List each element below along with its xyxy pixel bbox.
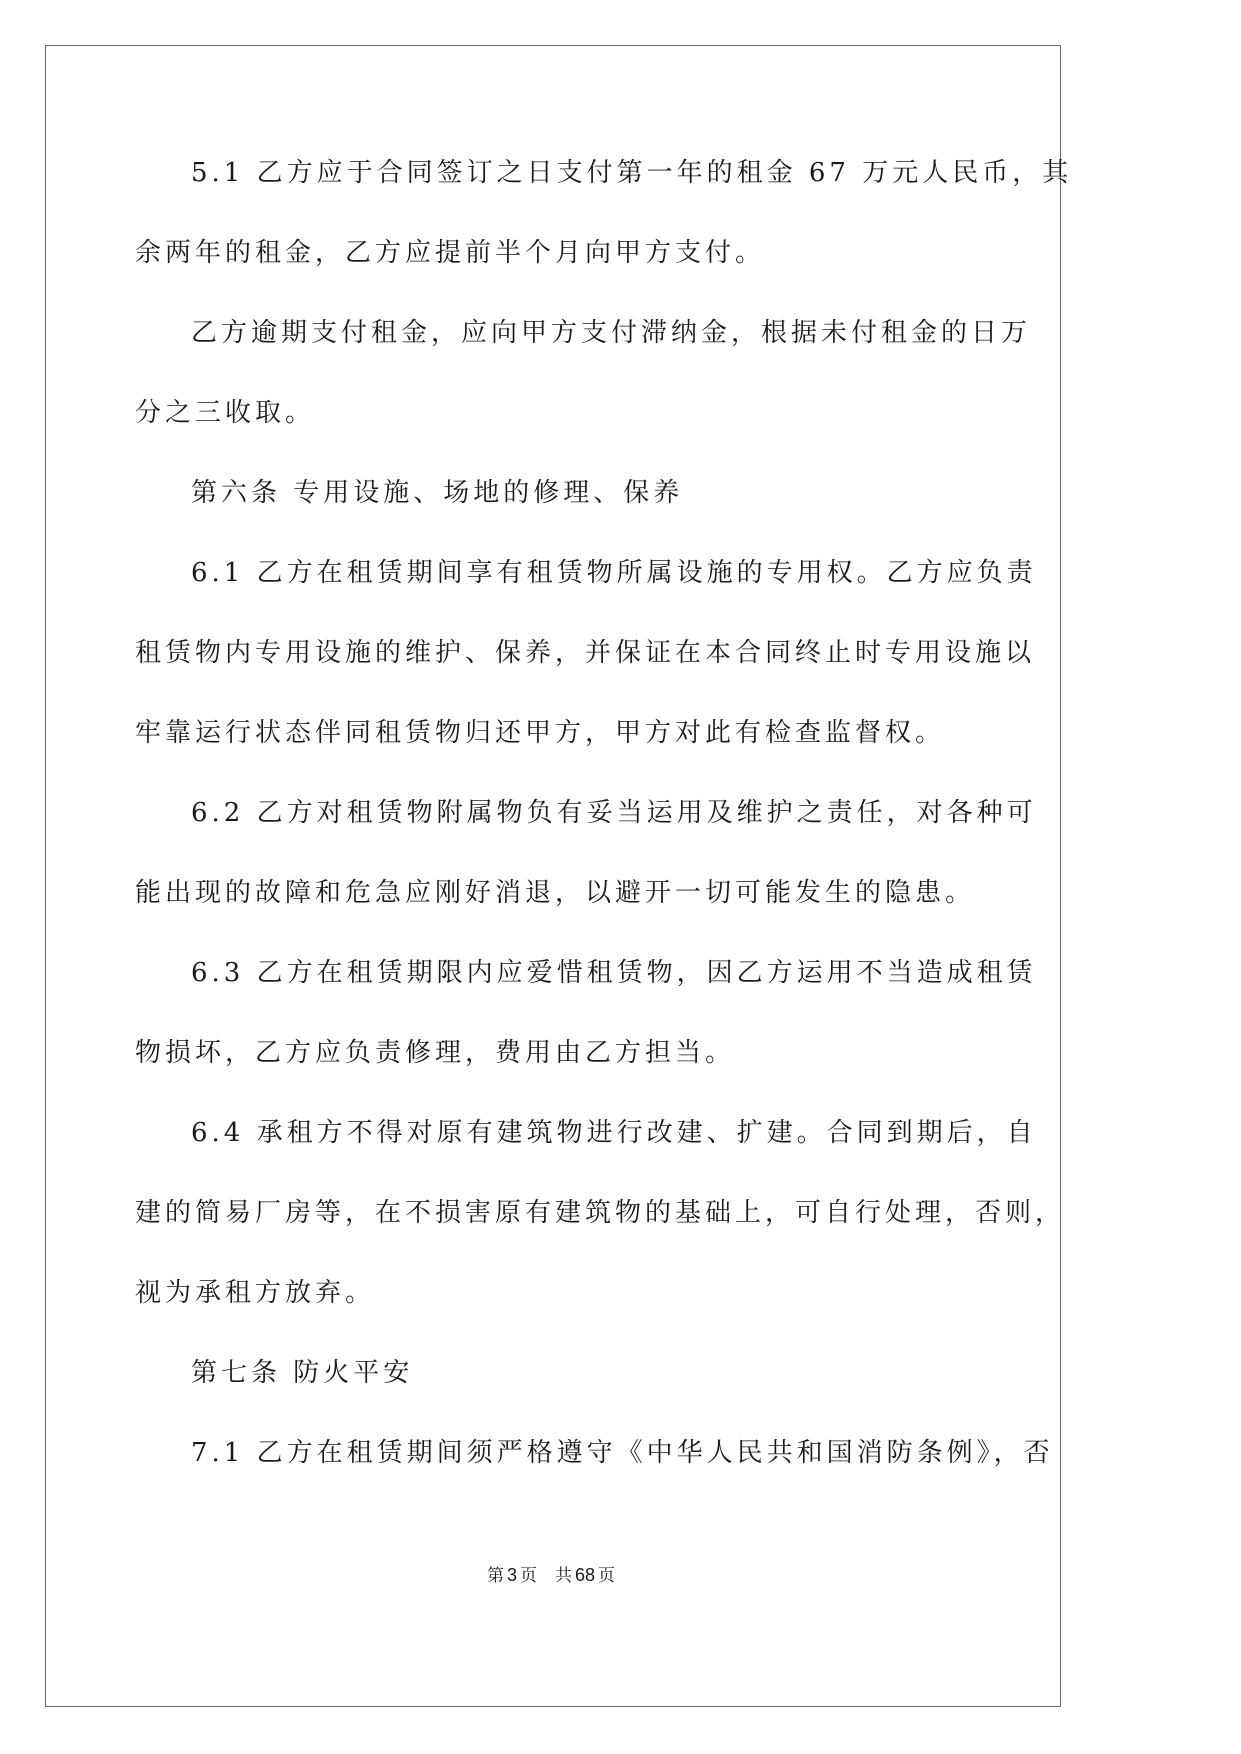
- total-label-suffix: 页: [598, 1566, 616, 1586]
- page-number: 3: [506, 1565, 517, 1585]
- text-line: 第七条 防火平安: [191, 1358, 414, 1388]
- text-line: 视为承租方放弃。: [135, 1278, 376, 1308]
- text-line: 6.2 乙方对租赁物附属物负有妥当运用及维护之责任，对各种可: [191, 798, 1037, 828]
- text-line: 乙方逾期支付租金，应向甲方支付滞纳金，根据未付租金的日万: [191, 318, 1032, 348]
- text-line: 6.4 承租方不得对原有建筑物进行改建、扩建。合同到期后，自: [191, 1118, 1037, 1148]
- text-line: 物损坏，乙方应负责修理，费用由乙方担当。: [135, 1038, 736, 1068]
- total-label-prefix: 共: [554, 1566, 572, 1586]
- text-line: 6.1 乙方在租赁期间享有租赁物所属设施的专用权。乙方应负责: [191, 558, 1037, 588]
- text-line: 6.3 乙方在租赁期限内应爱惜租赁物，因乙方运用不当造成租赁: [191, 958, 1037, 988]
- document-body: [135, 143, 1073, 1503]
- text-line: 能出现的故障和危急应刚好消退，以避开一切可能发生的隐患。: [135, 878, 976, 908]
- text-line: 牢靠运行状态伴同租赁物归还甲方，甲方对此有检查监督权。: [135, 718, 946, 748]
- text-line: 租赁物内专用设施的维护、保养，并保证在本合同终止时专用设施以: [135, 638, 1036, 668]
- text-line: 5.1 乙方应于合同签订之日支付第一年的租金 67 万元人民币，其: [191, 158, 1073, 188]
- text-line: 余两年的租金，乙方应提前半个月向甲方支付。: [135, 238, 766, 268]
- page-label-suffix: 页: [519, 1566, 537, 1586]
- text-line: 分之三收取。: [135, 398, 316, 428]
- text-line: 第六条 专用设施、场地的修理、保养: [191, 478, 684, 508]
- text-line: 7.1 乙方在租赁期间须严格遵守《中华人民共和国消防条例》，否: [191, 1438, 1054, 1468]
- total-pages: 68: [574, 1565, 596, 1585]
- page-footer: [0, 1563, 1102, 1588]
- page-label-prefix: 第: [486, 1566, 504, 1586]
- text-line: 建的简易厂房等，在不损害原有建筑物的基础上，可自行处理，否则，: [135, 1198, 1066, 1228]
